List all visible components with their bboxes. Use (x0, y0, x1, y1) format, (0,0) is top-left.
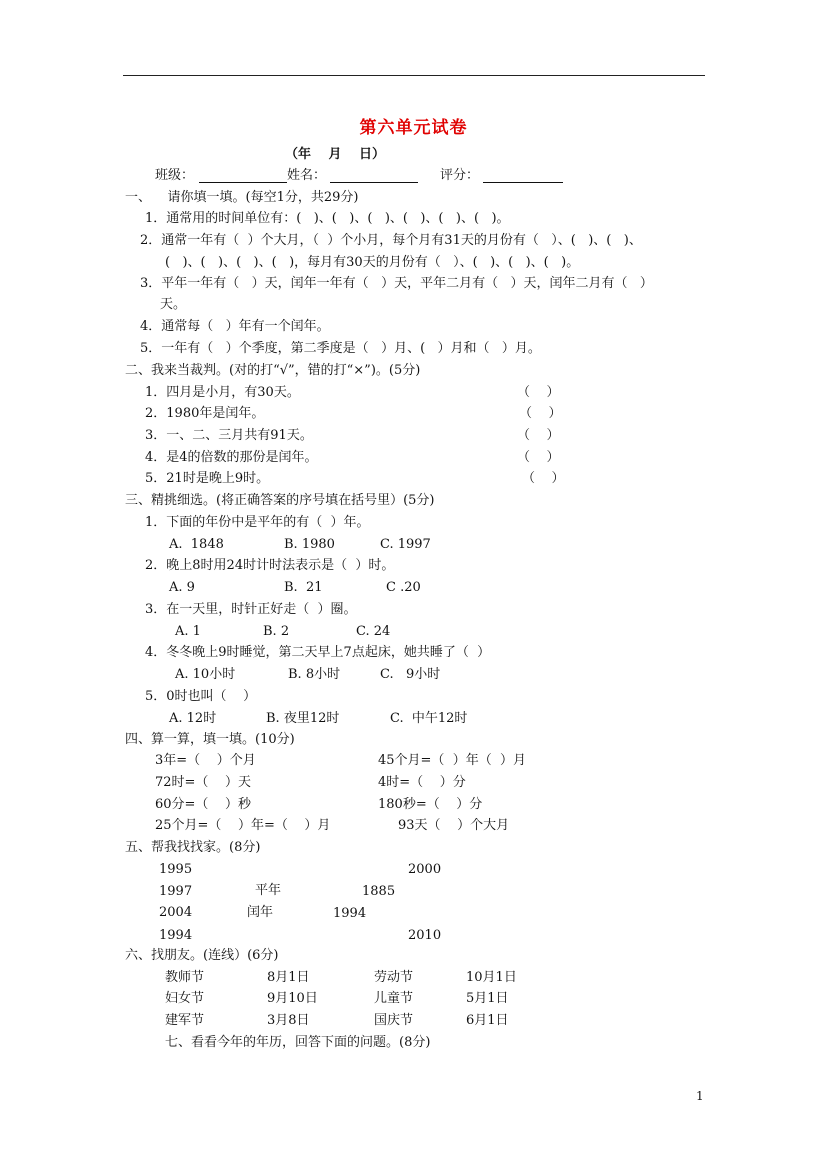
year-1994-a: 1994 (333, 906, 367, 921)
date-aug-1: 8月1日 (267, 970, 310, 985)
s1-question-4: 4．通常每（ ）年有一个闰年。 (140, 319, 330, 334)
section-4-heading: 四、算一算，填一填。(10分) (125, 732, 295, 747)
s2-item-5: 5．21时是晚上9时。 (145, 471, 270, 486)
year-1997: 1997 (159, 884, 193, 899)
year-1885: 1885 (362, 884, 396, 899)
s3-q2-option-a: A. 9 (169, 580, 195, 595)
s1-question-3-cont: 天。 (160, 297, 187, 312)
festival-teachers-day: 教师节 (165, 970, 205, 985)
name-blank (330, 182, 418, 183)
s2-item-1-mark: （ ） (517, 385, 560, 400)
page-number: 1 (696, 1089, 704, 1103)
date-sep-10: 9月10日 (267, 991, 318, 1006)
section-7-heading: 七、看看今年的年历，回答下面的问题。(8分) (165, 1035, 431, 1050)
s3-q1-option-b: B. 1980 (284, 537, 335, 552)
festival-womens-day: 妇女节 (165, 991, 205, 1006)
date-oct-1: 10月1日 (466, 970, 517, 985)
s3-q1-option-c: C. 1997 (380, 537, 431, 552)
s1-question-2: 2．通常一年有（ ）个大月，（ ）个小月，每个月有31天的月份有（ ）、( )、( )、 (140, 233, 642, 248)
s2-item-2-mark: （ ） (519, 406, 562, 421)
year-2010: 2010 (408, 928, 442, 943)
section-5-heading: 五、帮我找找家。(8分) (125, 840, 261, 855)
section-6-heading: 六、找朋友。(连线）(6分) (125, 948, 279, 963)
section-1-heading: 一、 请你填一填。(每空1分，共29分) (125, 190, 359, 205)
s3-q4-option-c: C. 9小时 (380, 667, 441, 682)
section-3-heading: 三、精挑细选。(将正确答案的序号填在括号里）(5分) (125, 493, 435, 508)
s2-item-2: 2．1980年是闰年。 (145, 406, 265, 421)
festival-national-day: 国庆节 (374, 1013, 414, 1028)
s4-row3-left: 60分=（ ）秒 (155, 797, 251, 812)
s2-item-1: 1．四月是小月，有30天。 (145, 385, 300, 400)
s3-q5-option-a: A. 12时 (169, 711, 217, 726)
s3-q1-option-a: A. 1848 (169, 537, 224, 552)
s1-question-2-cont: ( )、( )、( )、( )，每月有30天的月份有（ ）、( )、( )、( )。 (165, 255, 580, 270)
year-2004: 2004 (159, 905, 193, 920)
s3-q4-option-a: A. 10小时 (175, 667, 236, 682)
year-1994-b: 1994 (159, 928, 193, 943)
festival-labor-day: 劳动节 (374, 970, 414, 985)
score-label: 评分： (440, 168, 480, 183)
name-label: 姓名： (287, 168, 327, 183)
s3-q2-option-c: C .20 (386, 580, 421, 595)
s1-question-5: 5．一年有（ ）个季度，第二季度是（ ）月、( ）月和（ ）月。 (140, 341, 541, 356)
section-2-heading: 二、我来当裁判。(对的打“√”，错的打“×”)。(5分) (125, 363, 421, 378)
s4-row1-left: 3年=（ ）个月 (155, 753, 256, 768)
class-blank (199, 182, 287, 183)
year-2000: 2000 (408, 862, 442, 877)
date-may-1: 5月1日 (466, 991, 509, 1006)
year-1995: 1995 (159, 862, 193, 877)
s1-question-3: 3．平年一年有（ ）天，闰年一年有（ ）天，平年二月有（ ）天，闰年二月有（ ） (140, 276, 653, 291)
s2-item-3-mark: （ ） (517, 428, 560, 443)
page-title: 第六单元试卷 (359, 118, 468, 138)
s3-q5-option-c: C. 中午12时 (390, 711, 468, 726)
s3-question-4: 4．冬冬晚上9时睡觉，第二天早上7点起床，她共睡了（ ） (145, 645, 491, 660)
s4-row4-right: 93天（ ）个大月 (398, 818, 510, 833)
festival-childrens-day: 儿童节 (374, 991, 414, 1006)
s3-question-3: 3．在一天里，时针正好走（ ）圈。 (145, 602, 357, 617)
header-rule (123, 75, 705, 76)
s4-row1-right: 45个月=（ ）年（ ）月 (378, 753, 526, 768)
s4-row2-left: 72时=（ ）天 (155, 775, 251, 790)
s3-question-5: 5．0时也叫（ ） (145, 689, 257, 704)
s3-q3-option-c: C. 24 (356, 624, 391, 639)
s2-item-4-mark: （ ） (517, 450, 560, 465)
date-jun-1: 6月1日 (466, 1013, 509, 1028)
s3-question-2: 2．晚上8时用24时计时法表示是（ ）时。 (145, 558, 395, 573)
s2-item-4: 4．是4的倍数的那份是闰年。 (145, 450, 318, 465)
class-label: 班级： (155, 168, 195, 183)
festival-army-day: 建军节 (165, 1013, 205, 1028)
s3-q5-option-b: B. 夜里12时 (266, 711, 340, 726)
s3-q3-option-a: A. 1 (175, 624, 201, 639)
s2-item-3: 3．一、二、三月共有91天。 (145, 428, 313, 443)
s4-row2-right: 4时=（ ）分 (378, 775, 466, 790)
s1-question-1: 1．通常用的时间单位有：( )、( )、( )、( )、( )、( )。 (145, 211, 510, 226)
date-mar-8: 3月8日 (267, 1013, 310, 1028)
s3-question-1: 1．下面的年份中是平年的有（ ）年。 (145, 515, 370, 530)
date-line: （年 月 日） (285, 147, 386, 162)
label-leap-year: 闰年 (247, 905, 274, 920)
s4-row4-left: 25个月=（ ）年=（ ）月 (155, 818, 331, 833)
s4-row3-right: 180秒=（ ）分 (378, 797, 483, 812)
label-common-year: 平年 (255, 883, 282, 898)
s2-item-5-mark: （ ） (522, 471, 565, 486)
s3-q4-option-b: B. 8小时 (288, 667, 341, 682)
s3-q2-option-b: B. 21 (284, 580, 323, 595)
score-blank (483, 182, 563, 183)
s3-q3-option-b: B. 2 (263, 624, 290, 639)
